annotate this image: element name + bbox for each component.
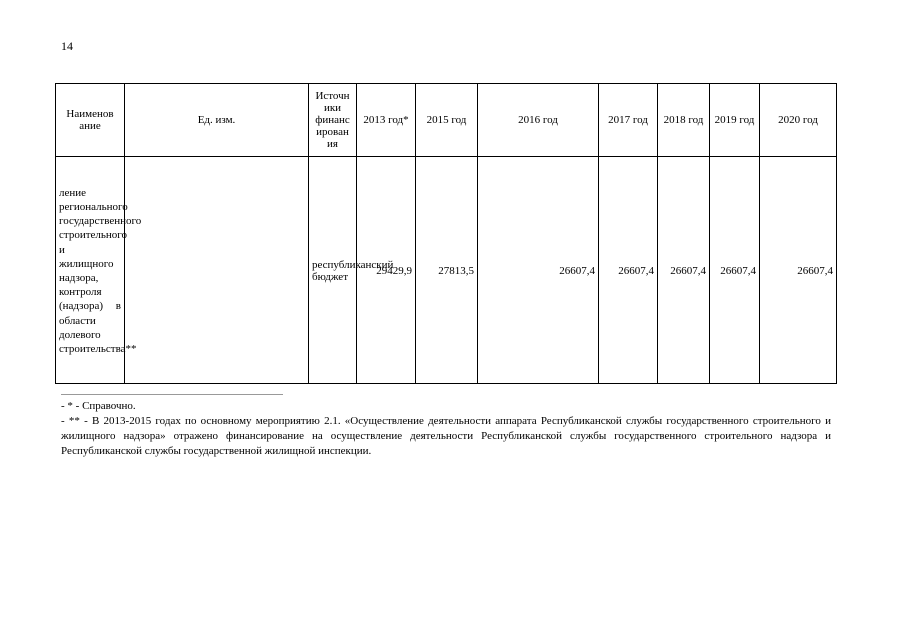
header-cell-2015: 2015 год: [416, 84, 478, 157]
footnote-2: - ** - В 2013-2015 годах по основному мероприятию 2.1. «Осуществление деятельности аппарата Республиканской службы государственного строительного и жилищного надзора» отражено финансирование на осуществление деятельности Республиканской службы государственного строительного надзора и Республиканской службы государственной жилищной инспекции.: [61, 415, 831, 457]
footnote-separator: [61, 394, 283, 395]
cell-2019: 26607,4: [710, 157, 760, 384]
header-cell-unit: Ед. изм.: [125, 84, 309, 157]
cell-2016: 26607,4: [478, 157, 599, 384]
page-number: 14: [61, 39, 73, 53]
footnotes: [61, 399, 831, 459]
header-cell-2017: 2017 год: [599, 84, 658, 157]
cell-2018: 26607,4: [658, 157, 710, 384]
cell-source: республиканский бюджет: [309, 157, 357, 384]
table-header-row: [56, 84, 837, 157]
header-cell-name: Наименов ание: [56, 84, 125, 157]
header-cell-2016: 2016 год: [478, 84, 599, 157]
table-row: [56, 157, 837, 384]
header-cell-2019: 2019 год: [710, 84, 760, 157]
footnote-1: - * - Справочно.: [61, 400, 136, 412]
header-cell-2018: 2018 год: [658, 84, 710, 157]
cell-2017: 26607,4: [599, 157, 658, 384]
cell-2013: 29429,9: [357, 157, 416, 384]
header-cell-source: Источн ики финанс ирован ия: [309, 84, 357, 157]
cell-name: ление регионального государственного строительного и жилищного надзора, контроля (надзора) в области долевого строительства**: [56, 157, 125, 384]
header-cell-2013: 2013 год*: [357, 84, 416, 157]
cell-2020: 26607,4: [760, 157, 837, 384]
financing-table: [55, 83, 837, 384]
cell-unit: [125, 157, 309, 384]
header-cell-2020: 2020 год: [760, 84, 837, 157]
cell-2015: 27813,5: [416, 157, 478, 384]
